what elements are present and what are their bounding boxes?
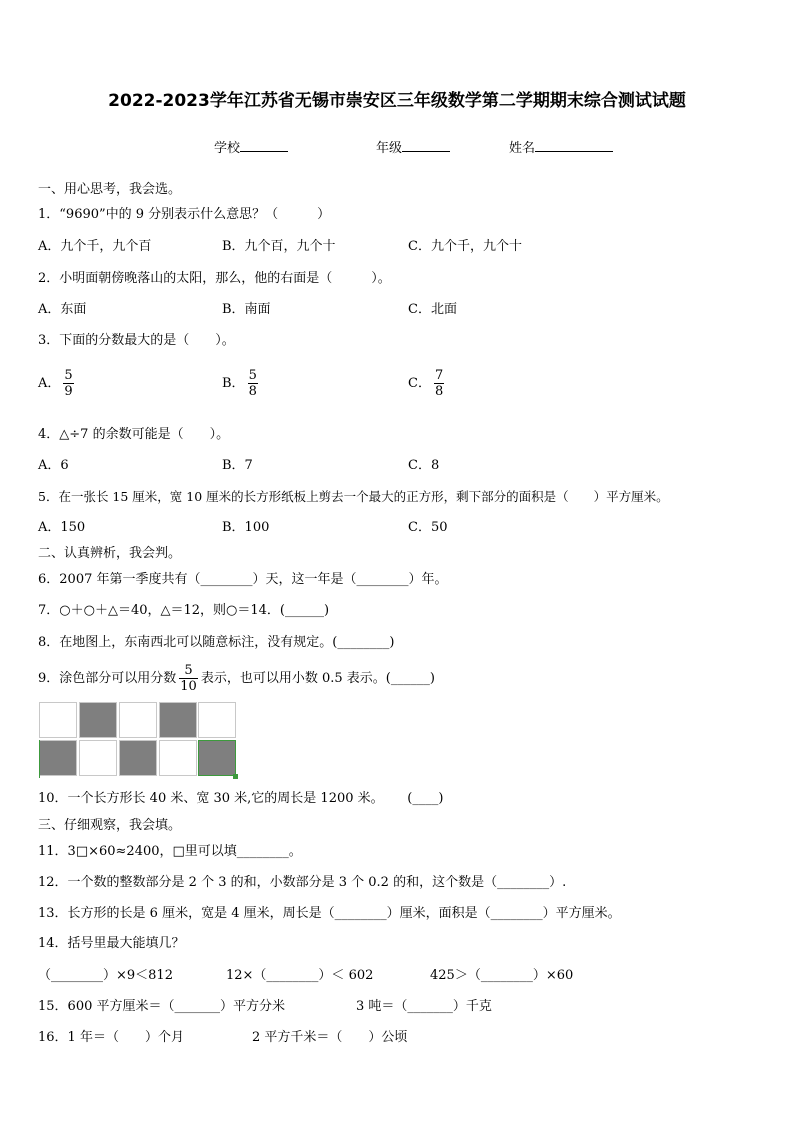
grid-cell-shaded (159, 702, 197, 738)
grid-cell (39, 702, 77, 738)
q2-option-a[interactable]: A．东面 (38, 302, 87, 317)
question-2: 2．小明面朝傍晚落山的太阳，那么，他的右面是（ ）。 (38, 271, 391, 286)
question-9 (38, 662, 435, 696)
q5-option-a[interactable]: A．150 (38, 520, 86, 535)
q1-option-b[interactable]: B．九个百，九个十 (222, 239, 336, 254)
question-10: 10．一个长方形长 40 米、宽 30 米,它的周长是 1200 米。 (____) (38, 791, 444, 806)
section-1-heading: 一、用心思考，我会选。 (38, 182, 182, 197)
fraction: $\frac{5}{10}$ (180, 663, 197, 694)
q2-option-c[interactable]: C．北面 (408, 302, 457, 317)
q14-item-1: （________）×9＜812 (38, 968, 173, 983)
school-field[interactable] (214, 140, 288, 158)
question-7: 7．○＋○＋△＝40，△＝12，则○＝14．(______) (38, 603, 330, 618)
grid-selection-edge (39, 740, 40, 778)
question-15-part-1: 15．600 平方厘米＝（_______）平方分米 (38, 999, 285, 1014)
name-label: 姓名 (509, 141, 536, 156)
fraction: $\frac{7}{8}$ (434, 368, 444, 399)
name-field[interactable] (509, 140, 613, 158)
fraction: $\frac{5}{9}$ (64, 368, 73, 399)
q4-option-a[interactable]: A．6 (38, 458, 69, 473)
question-13: 13．长方形的长是 6 厘米，宽是 4 厘米，周长是（________）厘米，面积是（________）平方厘米。 (38, 906, 621, 921)
grade-field[interactable] (376, 140, 450, 158)
q3-option-b-label: B． (222, 376, 245, 391)
question-6: 6．2007 年第一季度共有（________）天，这一年是（________）年。 (38, 572, 448, 587)
question-8: 8．在地图上，东南西北可以随意标注，没有规定。(________) (38, 635, 395, 650)
question-1: 1．“9690”中的 9 分别表示什么意思？（ ） (38, 207, 331, 222)
page-title: 2022-2023学年江苏省无锡市崇安区三年级数学第二学期期末综合测试试题 (108, 91, 686, 111)
question-14: 14．括号里最大能填几？ (38, 936, 185, 951)
question-3: 3．下面的分数最大的是（ ）。 (38, 333, 235, 348)
shaded-grid (39, 702, 237, 778)
question-16-part-1: 16．1 年＝（ ）个月 (38, 1030, 184, 1045)
q3-option-a[interactable] (38, 368, 77, 399)
q4-option-c[interactable]: C．8 (408, 458, 440, 473)
q9-text-after: 表示，也可以用小数 0.5 表示。(______) (200, 671, 435, 686)
question-16-part-2: 2 平方千米＝（ ）公顷 (252, 1030, 408, 1045)
resize-handle[interactable] (233, 774, 238, 779)
q1-option-c[interactable]: C．九个千，九个十 (408, 239, 522, 254)
q1-option-a[interactable]: A．九个千，九个百 (38, 239, 152, 254)
question-5: 5．在一张长 15 厘米，宽 10 厘米的长方形纸板上剪去一个最大的正方形，剩下部分的面积是（ ）平方厘米。 (38, 489, 669, 504)
q3-option-c-label: C． (408, 376, 431, 391)
grid-cell-shaded (39, 740, 77, 776)
grid-cell-shaded (119, 740, 157, 776)
q5-option-b[interactable]: B．100 (222, 520, 270, 535)
question-12: 12．一个数的整数部分是 2 个 3 的和，小数部分是 3 个 0.2 的和，这个数是（________）. (38, 875, 567, 890)
school-label: 学校 (214, 141, 241, 156)
q3-option-a-label: A． (38, 376, 61, 391)
grid-cell (119, 702, 157, 738)
grade-label: 年级 (376, 141, 403, 156)
grid-cell (159, 740, 197, 776)
q5-option-c[interactable]: C．50 (408, 520, 448, 535)
grid-cell-shaded (79, 702, 117, 738)
q2-option-b[interactable]: B．南面 (222, 302, 271, 317)
q14-item-3: 425＞（________）×60 (430, 968, 574, 983)
q9-text-before: 9．涂色部分可以用分数 (38, 671, 177, 686)
question-4: 4．△÷7 的余数可能是（ ）。 (38, 427, 230, 442)
q14-item-2: 12×（________）＜ 602 (226, 968, 374, 983)
q3-option-b[interactable] (222, 368, 261, 399)
section-3-heading: 三、仔细观察，我会填。 (38, 818, 182, 833)
fraction: $\frac{5}{8}$ (248, 368, 257, 399)
grid-cell (198, 702, 236, 738)
q4-option-b[interactable]: B．7 (222, 458, 253, 473)
question-11: 11．3□×60≈2400，□里可以填________。 (38, 844, 302, 859)
grid-cell-shaded (198, 740, 236, 776)
question-15-part-2: 3 吨＝（_______）千克 (356, 999, 492, 1014)
q3-option-c[interactable] (408, 368, 447, 399)
grid-cell (79, 740, 117, 776)
section-2-heading: 二、认真辨析，我会判。 (38, 546, 182, 561)
